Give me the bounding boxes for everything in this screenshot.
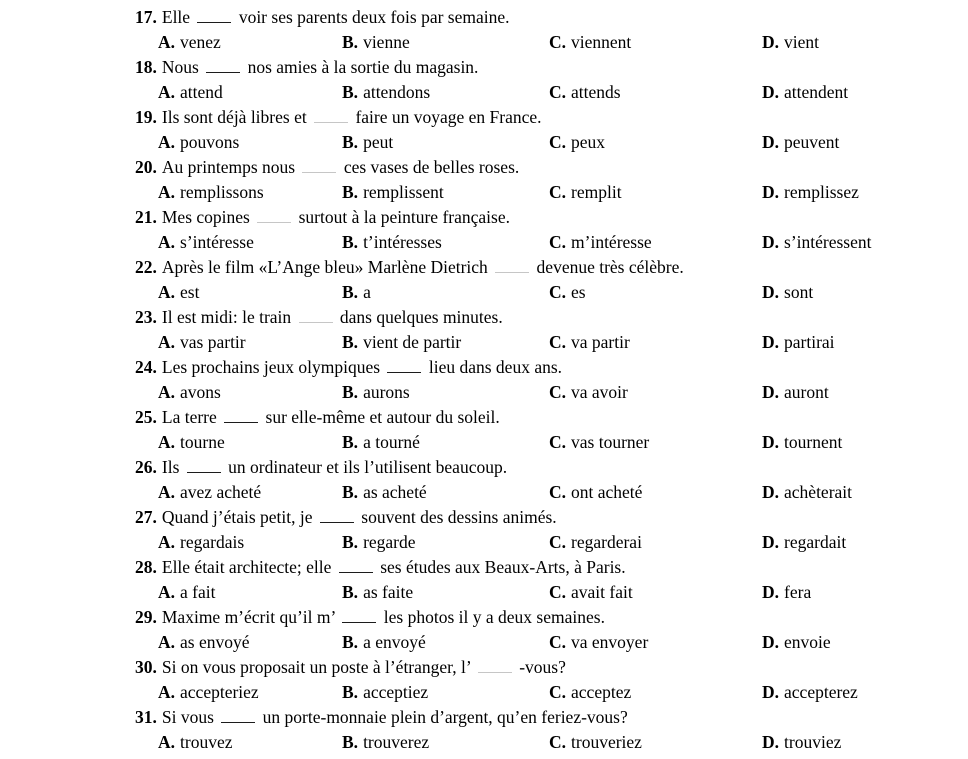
option-text: s’intéresse	[180, 232, 254, 252]
question-text-before: Il est midi: le train	[161, 307, 292, 327]
option-d	[762, 280, 813, 305]
question-block	[0, 555, 968, 605]
options-row	[0, 130, 968, 155]
option-text: attends	[571, 82, 621, 102]
option-text: t’intéresses	[363, 232, 442, 252]
question-number: 22.	[135, 257, 157, 277]
option-b	[342, 680, 428, 705]
option-label: C.	[549, 232, 567, 252]
option-label: C.	[549, 132, 567, 152]
options-row	[0, 80, 968, 105]
options-row	[0, 280, 968, 305]
option-text: trouveriez	[571, 732, 642, 752]
option-a	[158, 380, 221, 405]
answer-blank	[197, 20, 231, 23]
answer-blank	[320, 520, 354, 523]
option-label: B.	[342, 132, 359, 152]
option-text: peut	[363, 132, 394, 152]
options-row	[0, 330, 968, 355]
option-b	[342, 580, 413, 605]
option-label: C.	[549, 432, 567, 452]
option-c	[549, 180, 622, 205]
option-d	[762, 730, 841, 755]
question-text-after: lieu dans deux ans.	[428, 357, 563, 377]
answer-blank	[495, 270, 529, 273]
question-text-before: Nous	[161, 57, 199, 77]
option-label: A.	[158, 732, 176, 752]
option-label: A.	[158, 82, 176, 102]
option-text: vas partir	[180, 332, 246, 352]
option-label: B.	[342, 532, 359, 552]
option-text: m’intéresse	[571, 232, 652, 252]
question-line	[0, 155, 968, 180]
question-block	[0, 405, 968, 455]
option-a	[158, 430, 225, 455]
option-label: B.	[342, 482, 359, 502]
option-d	[762, 230, 872, 255]
question-text-before: Quand j’étais petit, je	[161, 507, 313, 527]
option-d	[762, 430, 842, 455]
question-text-before: Si vous	[161, 707, 214, 727]
option-label: B.	[342, 82, 359, 102]
option-label: C.	[549, 582, 567, 602]
answer-blank	[299, 320, 333, 323]
option-label: C.	[549, 182, 567, 202]
option-label: B.	[342, 282, 359, 302]
options-row	[0, 480, 968, 505]
option-text: remplit	[571, 182, 622, 202]
options-row	[0, 430, 968, 455]
question-block	[0, 605, 968, 655]
question-number: 17.	[135, 7, 157, 27]
option-text: aurons	[363, 382, 410, 402]
option-text: a envoyé	[363, 632, 426, 652]
question-text-after: un porte-monnaie plein d’argent, qu’en feriez-vous?	[262, 707, 628, 727]
option-a	[158, 730, 233, 755]
question-line	[0, 405, 968, 430]
option-label: A.	[158, 182, 176, 202]
question-number: 27.	[135, 507, 157, 527]
option-text: a	[363, 282, 371, 302]
option-d	[762, 130, 839, 155]
option-text: venez	[180, 32, 221, 52]
question-line	[0, 705, 968, 730]
option-text: pouvons	[180, 132, 240, 152]
option-text: est	[180, 282, 200, 302]
question-line	[0, 355, 968, 380]
option-label: D.	[762, 432, 780, 452]
question-line	[0, 455, 968, 480]
option-b	[342, 330, 461, 355]
option-b	[342, 530, 416, 555]
question-block	[0, 205, 968, 255]
question-text-after: dans quelques minutes.	[339, 307, 503, 327]
question-number: 20.	[135, 157, 157, 177]
option-b	[342, 80, 430, 105]
option-label: D.	[762, 732, 780, 752]
question-list	[0, 5, 968, 755]
option-label: B.	[342, 682, 359, 702]
option-label: D.	[762, 332, 780, 352]
option-label: D.	[762, 482, 780, 502]
option-a	[158, 30, 221, 55]
question-text-before: Au printemps nous	[161, 157, 296, 177]
option-b	[342, 180, 444, 205]
option-b	[342, 480, 427, 505]
option-d	[762, 30, 819, 55]
option-text: vas tourner	[571, 432, 650, 452]
option-b	[342, 230, 442, 255]
question-number: 25.	[135, 407, 157, 427]
option-label: B.	[342, 732, 359, 752]
question-line	[0, 5, 968, 30]
option-c	[549, 130, 605, 155]
option-d	[762, 380, 829, 405]
option-text: peux	[571, 132, 606, 152]
question-text-before: Elle	[161, 7, 191, 27]
question-text-after: un ordinateur et ils l’utilisent beaucoup.	[228, 457, 508, 477]
option-text: regardait	[784, 532, 847, 552]
question-text-before: La terre	[161, 407, 217, 427]
question-block	[0, 455, 968, 505]
question-text-after: -vous?	[519, 657, 566, 677]
options-row	[0, 680, 968, 705]
option-c	[549, 230, 652, 255]
question-number: 31.	[135, 707, 157, 727]
option-label: B.	[342, 332, 359, 352]
option-text: achèterait	[784, 482, 853, 502]
question-block	[0, 305, 968, 355]
option-b	[342, 430, 420, 455]
option-text: accepterez	[784, 682, 858, 702]
option-text: accepteriez	[180, 682, 259, 702]
option-c	[549, 430, 649, 455]
option-text: vienne	[363, 32, 410, 52]
option-text: trouverez	[363, 732, 430, 752]
option-text: avait fait	[571, 582, 633, 602]
options-row	[0, 530, 968, 555]
option-d	[762, 80, 848, 105]
option-text: avons	[180, 382, 221, 402]
option-text: es	[571, 282, 586, 302]
option-text: trouvez	[180, 732, 233, 752]
question-block	[0, 705, 968, 755]
question-text-after: les photos il y a deux semaines.	[383, 607, 605, 627]
option-text: va avoir	[571, 382, 628, 402]
question-text-after: voir ses parents deux fois par semaine.	[238, 7, 510, 27]
option-b	[342, 380, 410, 405]
option-label: A.	[158, 632, 176, 652]
option-label: A.	[158, 582, 176, 602]
option-label: B.	[342, 182, 359, 202]
question-block	[0, 105, 968, 155]
answer-blank	[187, 470, 221, 473]
option-label: C.	[549, 82, 567, 102]
question-text-before: Maxime m’écrit qu’il m’	[161, 607, 336, 627]
option-a	[158, 280, 199, 305]
option-label: A.	[158, 232, 176, 252]
option-text: va partir	[571, 332, 630, 352]
answer-blank	[339, 570, 373, 573]
option-label: C.	[549, 332, 567, 352]
question-number: 26.	[135, 457, 157, 477]
option-c	[549, 580, 633, 605]
question-text-after: sur elle-même et autour du soleil.	[265, 407, 500, 427]
option-label: D.	[762, 182, 780, 202]
option-text: remplissez	[784, 182, 859, 202]
option-label: A.	[158, 432, 176, 452]
option-c	[549, 680, 631, 705]
option-label: C.	[549, 282, 567, 302]
option-a	[158, 130, 239, 155]
option-text: regarderai	[571, 532, 642, 552]
option-text: viennent	[571, 32, 632, 52]
option-b	[342, 30, 410, 55]
option-d	[762, 530, 846, 555]
question-text-after: faire un voyage en France.	[355, 107, 542, 127]
option-d	[762, 630, 831, 655]
question-block	[0, 255, 968, 305]
question-text-after: surtout à la peinture française.	[298, 207, 510, 227]
option-c	[549, 280, 586, 305]
question-text-after: devenue très célèbre.	[536, 257, 684, 277]
option-text: regardais	[180, 532, 245, 552]
option-text: peuvent	[784, 132, 840, 152]
question-text-before: Mes copines	[161, 207, 250, 227]
option-text: fera	[784, 582, 812, 602]
option-label: D.	[762, 282, 780, 302]
option-label: C.	[549, 482, 567, 502]
option-text: tournent	[784, 432, 843, 452]
option-c	[549, 630, 648, 655]
question-text-after: souvent des dessins animés.	[361, 507, 557, 527]
option-b	[342, 280, 371, 305]
question-line	[0, 605, 968, 630]
options-row	[0, 180, 968, 205]
option-text: va envoyer	[571, 632, 649, 652]
option-d	[762, 180, 859, 205]
option-c	[549, 730, 642, 755]
question-number: 29.	[135, 607, 157, 627]
option-text: a tourné	[363, 432, 420, 452]
question-number: 21.	[135, 207, 157, 227]
question-line	[0, 55, 968, 80]
question-number: 28.	[135, 557, 157, 577]
option-label: D.	[762, 632, 780, 652]
option-label: A.	[158, 682, 176, 702]
question-block	[0, 5, 968, 55]
option-label: C.	[549, 732, 567, 752]
option-c	[549, 330, 630, 355]
answer-blank	[314, 120, 348, 123]
option-text: partirai	[784, 332, 835, 352]
option-c	[549, 80, 621, 105]
question-line	[0, 105, 968, 130]
option-label: C.	[549, 382, 567, 402]
question-line	[0, 255, 968, 280]
option-label: D.	[762, 32, 780, 52]
option-label: B.	[342, 432, 359, 452]
question-number: 19.	[135, 107, 157, 127]
question-text-after: ses études aux Beaux-Arts, à Paris.	[380, 557, 626, 577]
question-block	[0, 655, 968, 705]
question-number: 24.	[135, 357, 157, 377]
options-row	[0, 30, 968, 55]
question-line	[0, 505, 968, 530]
question-line	[0, 655, 968, 680]
option-label: B.	[342, 632, 359, 652]
option-label: D.	[762, 682, 780, 702]
option-text: vient de partir	[363, 332, 462, 352]
answer-blank	[478, 670, 512, 673]
answer-blank	[387, 370, 421, 373]
option-text: remplissent	[363, 182, 444, 202]
question-text-before: Après le film «L’Ange bleu» Marlène Dietrich	[161, 257, 488, 277]
option-text: trouviez	[784, 732, 842, 752]
option-d	[762, 330, 835, 355]
option-text: avez acheté	[180, 482, 262, 502]
option-c	[549, 480, 642, 505]
options-row	[0, 580, 968, 605]
question-number: 30.	[135, 657, 157, 677]
option-label: A.	[158, 332, 176, 352]
option-text: s’intéressent	[784, 232, 872, 252]
question-block	[0, 355, 968, 405]
option-d	[762, 680, 858, 705]
option-text: sont	[784, 282, 814, 302]
option-label: A.	[158, 32, 176, 52]
question-block	[0, 155, 968, 205]
option-c	[549, 530, 642, 555]
option-text: tourne	[180, 432, 225, 452]
option-d	[762, 580, 811, 605]
option-label: C.	[549, 32, 567, 52]
options-row	[0, 730, 968, 755]
question-text-before: Elle était architecte; elle	[161, 557, 332, 577]
option-label: D.	[762, 382, 780, 402]
question-line	[0, 555, 968, 580]
option-label: D.	[762, 232, 780, 252]
question-text-before: Ils sont déjà libres et	[161, 107, 307, 127]
option-b	[342, 630, 426, 655]
question-line	[0, 305, 968, 330]
option-text: auront	[784, 382, 829, 402]
option-label: A.	[158, 132, 176, 152]
question-text-before: Si on vous proposait un poste à l’étranger, l’	[161, 657, 471, 677]
option-label: B.	[342, 382, 359, 402]
option-a	[158, 680, 259, 705]
options-row	[0, 230, 968, 255]
option-label: A.	[158, 482, 176, 502]
option-a	[158, 180, 264, 205]
option-a	[158, 580, 215, 605]
question-number: 18.	[135, 57, 157, 77]
answer-blank	[302, 170, 336, 173]
option-a	[158, 80, 223, 105]
option-text: ont acheté	[571, 482, 643, 502]
question-block	[0, 505, 968, 555]
options-row	[0, 380, 968, 405]
option-label: B.	[342, 32, 359, 52]
option-label: A.	[158, 532, 176, 552]
option-label: C.	[549, 682, 567, 702]
option-a	[158, 630, 250, 655]
option-c	[549, 30, 631, 55]
option-label: D.	[762, 82, 780, 102]
option-text: remplissons	[180, 182, 264, 202]
answer-blank	[221, 720, 255, 723]
option-label: D.	[762, 532, 780, 552]
option-text: acceptiez	[363, 682, 429, 702]
option-label: B.	[342, 232, 359, 252]
option-label: D.	[762, 132, 780, 152]
answer-blank	[342, 620, 376, 623]
option-label: A.	[158, 382, 176, 402]
answer-blank	[206, 70, 240, 73]
option-text: regarde	[363, 532, 416, 552]
option-text: as acheté	[363, 482, 427, 502]
answer-blank	[224, 420, 258, 423]
option-text: vient	[784, 32, 820, 52]
option-b	[342, 730, 429, 755]
question-text-after: ces vases de belles roses.	[343, 157, 520, 177]
option-label: A.	[158, 282, 176, 302]
question-text-before: Ils	[161, 457, 180, 477]
option-b	[342, 130, 393, 155]
question-line	[0, 205, 968, 230]
option-a	[158, 230, 254, 255]
question-block	[0, 55, 968, 105]
option-a	[158, 480, 261, 505]
option-text: attendent	[784, 82, 849, 102]
option-text: a fait	[180, 582, 216, 602]
option-text: attendons	[363, 82, 431, 102]
question-text-before: Les prochains jeux olympiques	[161, 357, 381, 377]
question-text-after: nos amies à la sortie du magasin.	[247, 57, 479, 77]
option-label: C.	[549, 632, 567, 652]
option-label: D.	[762, 582, 780, 602]
option-label: B.	[342, 582, 359, 602]
option-text: attend	[180, 82, 223, 102]
answer-blank	[257, 220, 291, 223]
option-c	[549, 380, 628, 405]
question-number: 23.	[135, 307, 157, 327]
option-d	[762, 480, 852, 505]
option-text: as envoyé	[180, 632, 250, 652]
option-text: acceptez	[571, 682, 632, 702]
option-label: C.	[549, 532, 567, 552]
option-a	[158, 330, 246, 355]
options-row	[0, 630, 968, 655]
option-text: envoie	[784, 632, 831, 652]
option-text: as faite	[363, 582, 414, 602]
option-a	[158, 530, 244, 555]
